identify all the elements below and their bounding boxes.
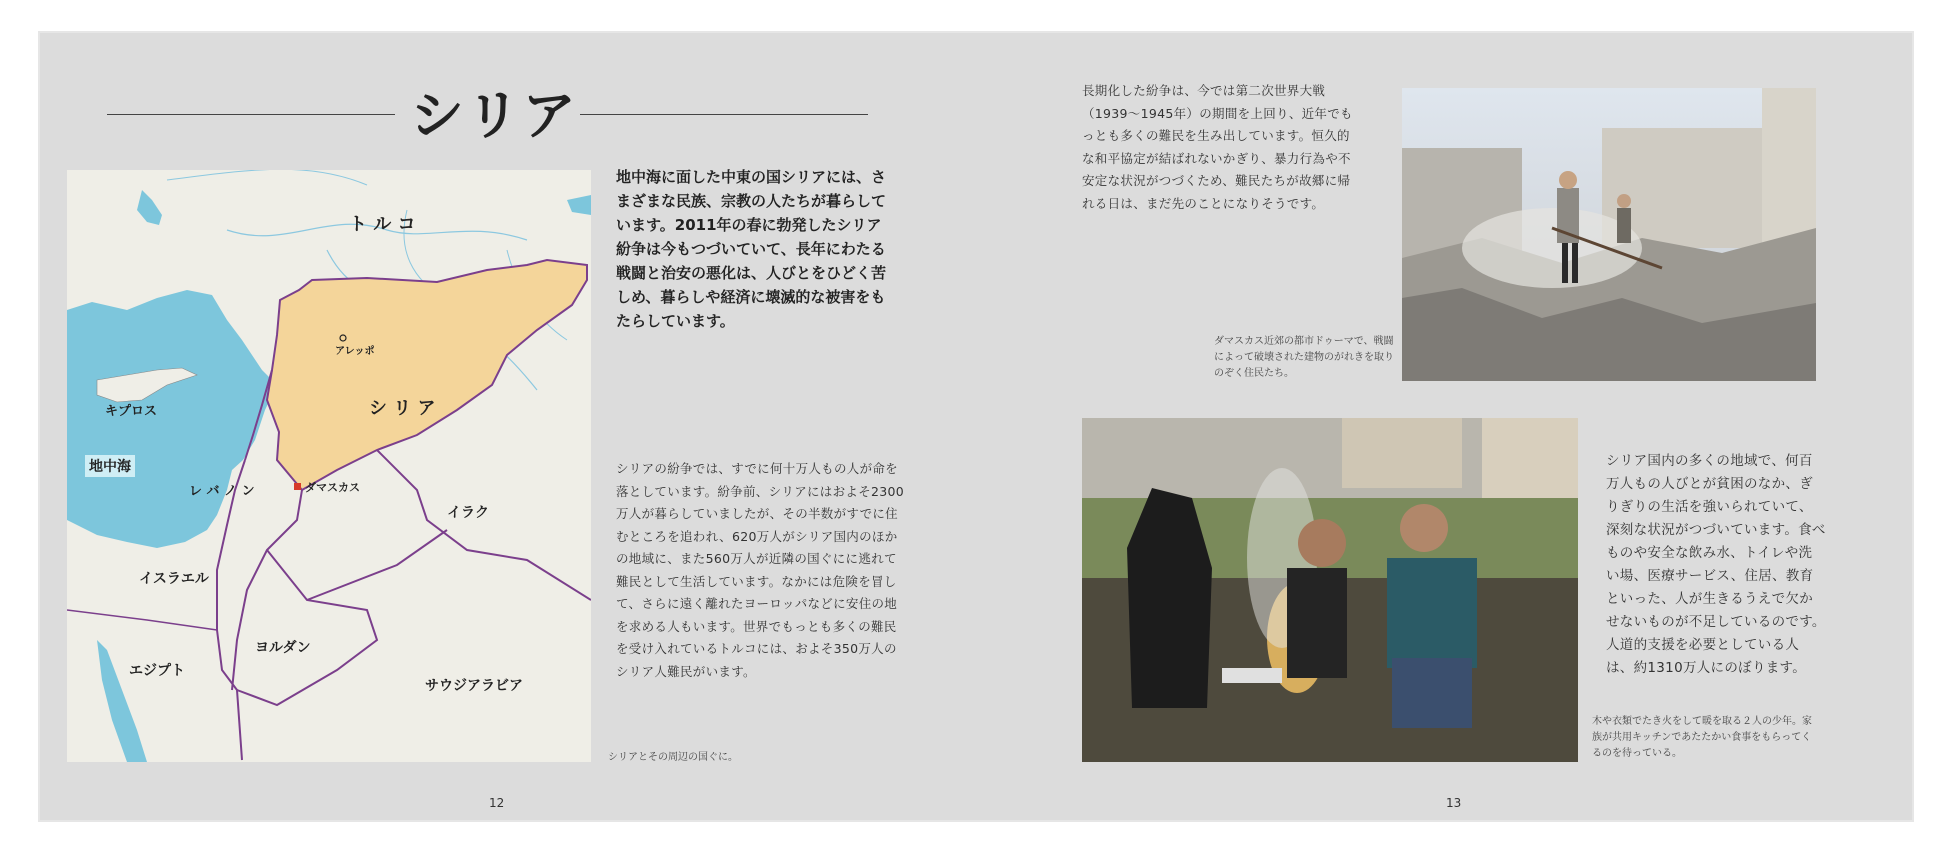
syria-map [67, 170, 591, 762]
gulf-right [567, 195, 591, 215]
lake [137, 190, 162, 225]
page-number-left: 12 [489, 796, 505, 810]
label-egypt: エジプト [129, 663, 185, 679]
page-title: シリア [410, 84, 578, 147]
red-sea-hint [97, 640, 147, 762]
label-iraq: イラク [447, 505, 489, 521]
label-syria: シ リ ア [369, 398, 436, 419]
mediterranean-sea [67, 290, 277, 548]
title-rule-right [580, 114, 868, 115]
label-damascus: ダマスカス [305, 481, 360, 494]
rubble-photo [1402, 88, 1816, 381]
map-caption: シリアとその周辺の国ぐに。 [608, 752, 738, 763]
body-paragraph-left: シリアの紛争では、すでに何十万人もの人が命を落としています。紛争前、シリアにはおよそ2300万人が暮らしていましたが、その半数がすでに住むところを追われ、620万人がシリア国内のほかの地域に、また560万人が近隣の国ぐにに逃れて難民として生活しています。なかには危険を冒して、さらに遠く離れたヨーロッパなどに安住の地を求める人もいます。世界でもっとも多くの難民を受け入れているトルコには、およそ350万人のシリア人難民がいます。 [616, 461, 905, 679]
label-mediterranean: 地中海 [85, 455, 135, 477]
label-saudi: サウジアラビア [425, 678, 523, 694]
damascus-marker [294, 483, 301, 490]
boys-photo [1082, 418, 1578, 762]
label-aleppo: アレッポ [335, 346, 375, 357]
label-turkey: ト ル コ [349, 214, 416, 235]
syria-region [267, 260, 587, 490]
side-paragraph-right: シリア国内の多くの地域で、何百万人もの人びとが貧困のなか、ぎりぎりの生活を強いられていて、深刻な状況がつづいています。食べものや安全な飲み水、トイレや洗い場、医療サービス、住居、教育といった、人が生きるうえで欠かせないものが不足しているのです。人道的支援を必要としている人は、約1310万人にのぼります。 [1606, 453, 1826, 676]
label-jordan: ヨルダン [255, 640, 311, 656]
top-paragraph-right: 長期化した紛争は、今では第二次世界大戦（1939〜1945年）の期間を上回り、近年でもっとも多くの難民を生み出しています。恒久的な和平協定が結ばれないかぎり、暴力行為や不安定な状況がつづくため、難民たちが故郷に帰れる日は、まだ先のことになりそうです。 [1082, 83, 1353, 211]
boys-photo-caption: 木や衣類でたき火をして暖を取る２人の少年。家族が共用キッチンであたたかい食事をもらってくるのを待っている。 [1592, 716, 1812, 759]
title-rule-left [107, 114, 395, 115]
label-lebanon: レ バ ノ ン [189, 484, 255, 499]
rubble-photo-caption: ダマスカス近郊の都市ドゥーマで、戦闘によって破壊された建物のがれきを取りのぞく住民たち。 [1214, 336, 1394, 379]
intro-paragraph: 地中海に面した中東の国シリアには、さまざまな民族、宗教の人たちが暮らしています。2011年の春に勃発したシリア紛争は今もつづいていて、長年にわたる戦闘と治安の悪化は、人びとをひどく苦しめ、暮らしや経済に壊滅的な被害をもたらしています。 [616, 168, 887, 330]
label-israel: イスラエル [139, 571, 209, 587]
label-cyprus: キプロス [105, 404, 158, 419]
page-number-right: 13 [1446, 796, 1462, 810]
